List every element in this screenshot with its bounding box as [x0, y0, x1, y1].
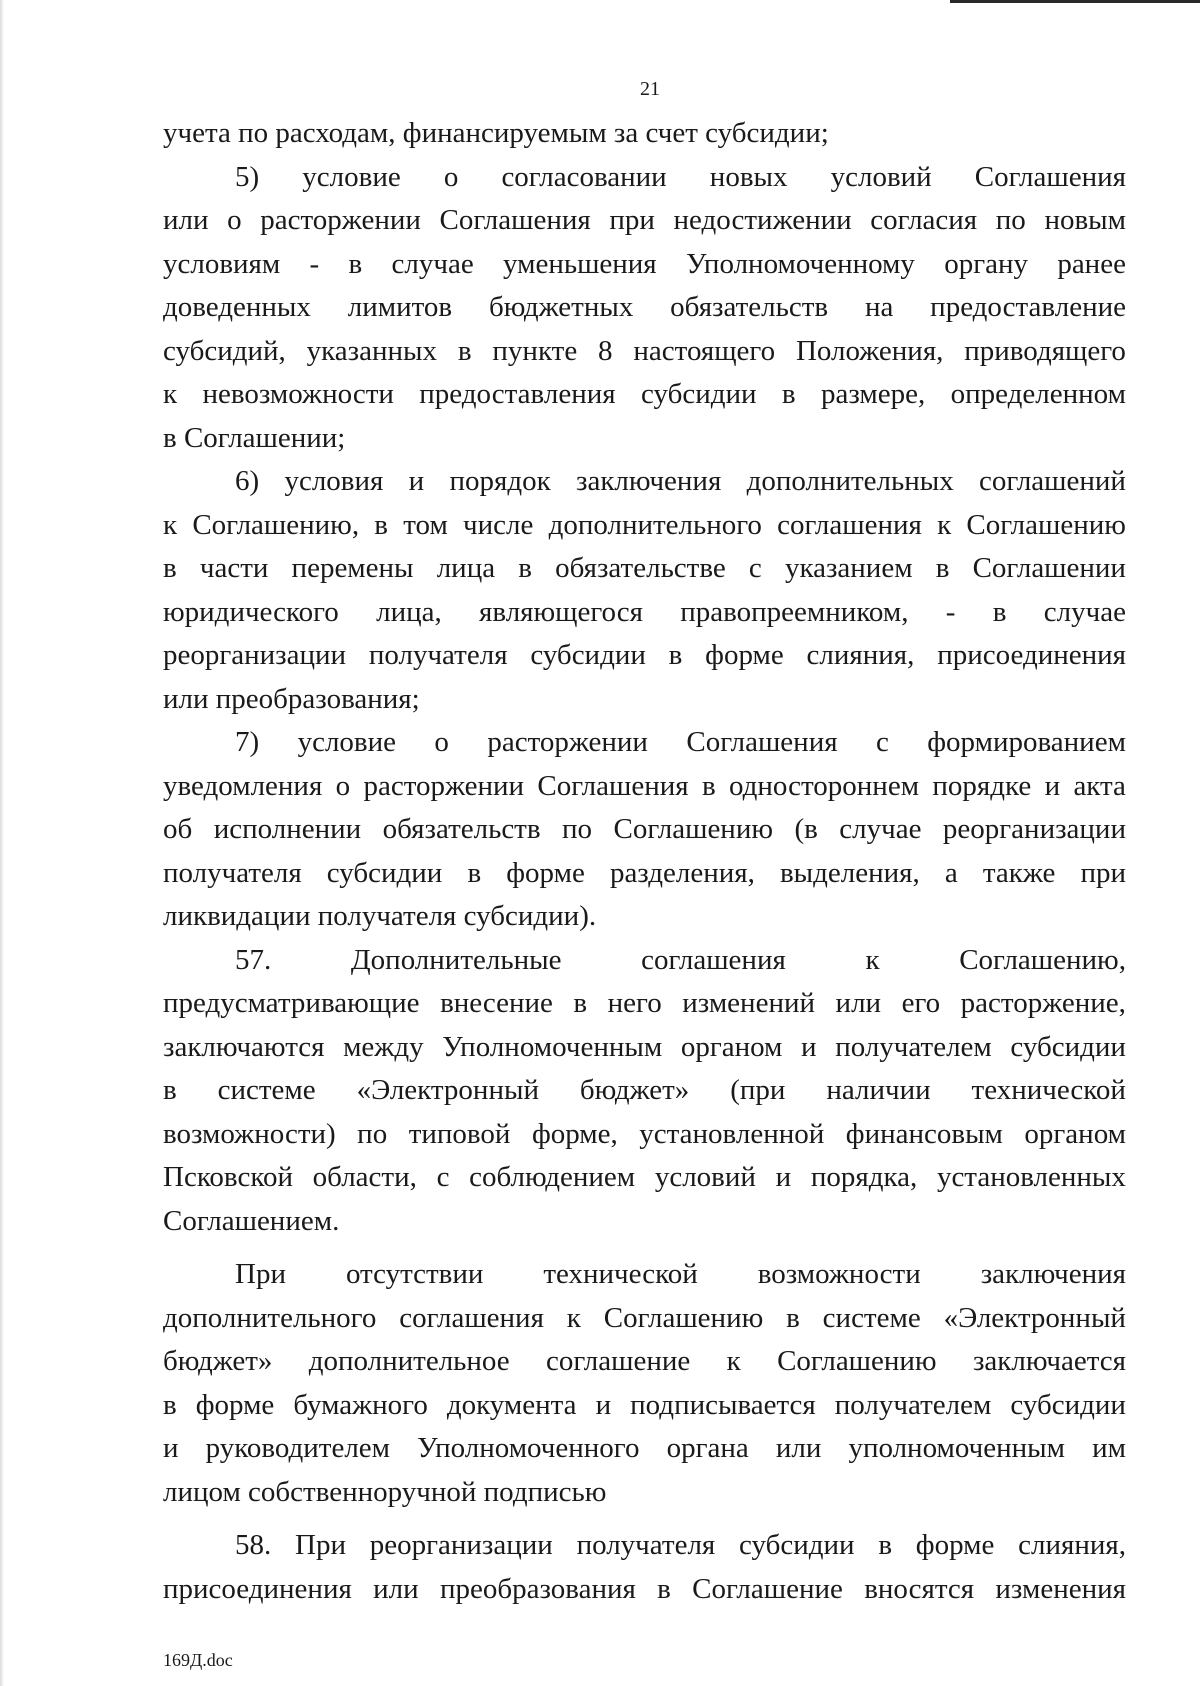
word: соглашения	[399, 1301, 544, 1334]
word: системе	[822, 1301, 921, 1334]
word: Соглашения	[439, 204, 591, 236]
word: в	[348, 247, 363, 280]
word: в	[518, 552, 532, 584]
text-line	[163, 1026, 1126, 1070]
word: доведенных	[163, 291, 311, 323]
word: при	[1080, 856, 1126, 889]
text-line: учета по расходам, финансируемым за счет субсидии;	[163, 117, 829, 149]
scan-artifact-top-line	[950, 0, 1200, 3]
word: возможности	[757, 1258, 921, 1290]
text-line	[163, 1113, 1126, 1157]
word: соглашения	[641, 943, 786, 976]
word: присоединения	[937, 639, 1126, 671]
word: субсидии	[326, 856, 443, 889]
word: в	[163, 1388, 177, 1421]
word: настоящего	[633, 334, 776, 367]
word: к	[566, 1301, 581, 1334]
word: получателем	[835, 1030, 992, 1063]
word: условие	[302, 160, 401, 193]
word: невозможности	[202, 378, 394, 410]
word: 6)	[235, 465, 260, 497]
word: руководителем	[205, 1432, 391, 1464]
word: присоединения	[163, 1572, 352, 1605]
word: согласовании	[501, 160, 667, 193]
word: том	[403, 508, 448, 541]
word: одностороннем	[728, 769, 920, 802]
word: Дополнительные	[350, 943, 562, 976]
text-line	[163, 1427, 1126, 1471]
file-name-footer: 169Д.doc	[163, 1650, 233, 1670]
word: в	[573, 987, 588, 1019]
word: предусматривающие	[163, 987, 420, 1019]
word: органом	[1024, 1117, 1126, 1150]
word: об	[163, 813, 193, 845]
word: (в	[794, 813, 818, 845]
word: 7)	[235, 726, 260, 758]
word: документа	[446, 1388, 577, 1421]
page-number: 21	[640, 78, 660, 100]
word: уведомления	[163, 769, 323, 802]
word: изменений	[682, 987, 816, 1019]
word: форме	[915, 1529, 995, 1561]
word: Соглашению,	[959, 943, 1126, 976]
word: При	[235, 1258, 286, 1290]
text-line	[163, 1568, 1126, 1612]
word: дополнительного	[548, 508, 762, 541]
word: также	[982, 856, 1056, 889]
word: бумажного	[293, 1388, 428, 1421]
text-line	[163, 1340, 1126, 1384]
word: органу	[944, 247, 1029, 280]
word: субсидии	[739, 1529, 855, 1561]
word: изменения	[995, 1572, 1126, 1605]
word: расторжении	[487, 726, 648, 758]
word: случае	[391, 247, 474, 280]
word: или	[835, 987, 882, 1019]
word: юридического	[163, 595, 339, 628]
text-line	[163, 199, 1126, 243]
word: в	[467, 856, 482, 889]
word: в	[657, 1572, 671, 1605]
text-line	[163, 1156, 1126, 1200]
word: в	[457, 334, 472, 367]
word: о	[335, 769, 351, 802]
word: возможности)	[163, 1117, 336, 1150]
word: 57.	[235, 943, 272, 976]
word: порядок	[449, 465, 551, 497]
word: указанных	[306, 334, 438, 367]
text-line	[163, 939, 1126, 983]
text-line	[163, 243, 1126, 287]
word: порядка,	[810, 1161, 918, 1193]
word: расторжении	[363, 769, 525, 802]
word: о	[443, 160, 459, 193]
word: условия	[284, 465, 384, 497]
word: получателем	[834, 1388, 992, 1421]
word: реорганизации	[163, 639, 347, 671]
word: «Электронный	[356, 1074, 539, 1106]
word: лица	[436, 552, 496, 584]
word: области,	[312, 1161, 417, 1193]
word: с	[748, 552, 762, 584]
word: условиям	[163, 247, 281, 280]
word: к	[937, 508, 952, 541]
word: соглашений	[979, 465, 1126, 497]
word: форме	[506, 856, 585, 889]
word: заключается	[972, 1345, 1126, 1377]
text-line	[163, 591, 1126, 635]
word: к	[865, 943, 880, 976]
word: в	[878, 1529, 893, 1561]
word: и	[1044, 769, 1061, 802]
text-line	[163, 721, 1126, 765]
word: Положения,	[795, 334, 944, 367]
word: Соглашению,	[192, 508, 360, 541]
word: лица,	[376, 595, 442, 628]
word: заключения	[576, 465, 722, 497]
word: субсидии	[1010, 1388, 1126, 1421]
word: бюджетных	[488, 291, 634, 323]
word: акта	[1073, 769, 1126, 802]
word: (при	[730, 1074, 786, 1106]
word: наличии	[826, 1074, 931, 1106]
text-line: Соглашением.	[163, 1204, 340, 1237]
word: условие	[297, 726, 397, 758]
text-line: лицом собственноручной подписью	[163, 1475, 607, 1508]
word: и	[163, 1432, 179, 1464]
word: предоставления	[419, 378, 616, 410]
word: реорганизации	[942, 813, 1126, 845]
word: уменьшения	[502, 247, 657, 280]
word: Соглашения	[686, 726, 838, 758]
word: и	[595, 1388, 612, 1421]
word: лимитов	[347, 291, 453, 323]
word: Соглашению	[777, 1345, 937, 1377]
word: бюджет»	[163, 1345, 273, 1377]
word: к	[163, 508, 178, 541]
word: обязательств	[670, 291, 829, 323]
text-line	[163, 1297, 1126, 1341]
word: -	[945, 595, 956, 628]
word: или	[163, 204, 209, 236]
word: -	[309, 247, 320, 280]
word: 58.	[235, 1529, 272, 1561]
word: в	[701, 769, 716, 802]
paragraph-gap	[163, 1514, 1126, 1524]
text-line	[163, 460, 1126, 504]
word: перемены	[291, 552, 414, 584]
word: получателя	[576, 1529, 716, 1561]
word: ранее	[1057, 247, 1126, 280]
word: к	[163, 378, 178, 410]
word: технической	[971, 1074, 1126, 1106]
word: его	[901, 987, 941, 1019]
word: финансовым	[845, 1117, 1003, 1150]
word: по	[995, 204, 1026, 236]
word: субсидий,	[163, 334, 286, 367]
word: Уполномоченного	[417, 1432, 640, 1464]
word: в	[935, 552, 950, 584]
word: правопреемником,	[680, 595, 909, 628]
text-line	[163, 547, 1126, 591]
text-line	[163, 852, 1126, 896]
word: отсутствии	[345, 1258, 484, 1290]
word: в	[668, 639, 683, 671]
text-line	[163, 373, 1126, 417]
word: Соглашению	[603, 1301, 764, 1334]
word: заключения	[980, 1258, 1126, 1290]
word: системе	[217, 1074, 316, 1106]
word: о	[227, 204, 242, 236]
word: 5)	[235, 160, 260, 193]
word: установленной	[639, 1117, 825, 1150]
word: установленных	[936, 1161, 1126, 1193]
text-line	[163, 1384, 1126, 1428]
word: «Электронный	[943, 1301, 1126, 1334]
word: в	[781, 378, 796, 410]
word: согласия	[870, 204, 978, 236]
word: При	[295, 1529, 346, 1561]
text-line	[163, 330, 1126, 374]
word: технической	[543, 1258, 698, 1290]
word: вносятся	[864, 1572, 975, 1605]
text-line	[163, 634, 1126, 678]
word: исполнении	[213, 813, 362, 845]
scan-artifact-left-edge	[0, 0, 4, 1686]
word: числе	[463, 508, 534, 541]
word: условий	[830, 160, 932, 193]
word: дополнительного	[163, 1301, 377, 1334]
word: Соглашению	[966, 508, 1126, 541]
word: обязательств	[382, 813, 541, 845]
word: слияния,	[1018, 1529, 1126, 1561]
word: приводящего	[964, 334, 1126, 367]
word: Соглашению	[613, 813, 774, 845]
word: с	[436, 1161, 450, 1193]
word: Соглашения	[974, 160, 1126, 193]
word: Соглашении	[972, 552, 1126, 584]
word: соглашения	[777, 508, 922, 541]
word: уполномоченным	[848, 1432, 1065, 1464]
word: субсидии	[1010, 1030, 1126, 1063]
word: недостижении	[673, 204, 852, 236]
word: Псковской	[163, 1161, 293, 1193]
word: при	[609, 204, 655, 236]
word: дополнительных	[746, 465, 954, 497]
text-line	[163, 765, 1126, 809]
word: соглашение	[546, 1345, 691, 1377]
text-line	[163, 1069, 1126, 1113]
word: указанием	[784, 552, 913, 584]
text-line	[163, 504, 1126, 548]
word: внесение	[440, 987, 553, 1019]
word: и	[408, 465, 425, 497]
word: него	[607, 987, 662, 1019]
word: типовой	[408, 1117, 511, 1150]
word: слияния,	[806, 639, 915, 671]
word: в	[992, 595, 1007, 628]
word: обязательстве	[555, 552, 726, 584]
word: части	[199, 552, 269, 584]
text-line	[163, 156, 1126, 200]
word: Соглашения	[537, 769, 689, 802]
word: к	[726, 1345, 741, 1377]
word: или	[775, 1432, 822, 1464]
word: пункте	[492, 334, 578, 367]
word: формированием	[927, 726, 1126, 758]
text-line	[163, 982, 1126, 1026]
word: форме	[195, 1388, 275, 1421]
word: предоставление	[930, 291, 1126, 323]
word: случае	[839, 813, 922, 845]
word: бюджет»	[579, 1074, 690, 1106]
word: выделения,	[779, 856, 920, 889]
word: подписывается	[630, 1388, 816, 1421]
word: им	[1092, 1432, 1126, 1464]
word: порядке	[932, 769, 1032, 802]
word: дополнительное	[308, 1345, 510, 1377]
word: разделения,	[609, 856, 755, 889]
word: получателя	[163, 856, 302, 889]
word: являющегося	[479, 595, 643, 628]
word: получателя	[368, 639, 508, 671]
word: в	[163, 1074, 177, 1106]
text-line: ликвидации получателя субсидии).	[163, 900, 597, 932]
word: новым	[1044, 204, 1126, 236]
word: по	[357, 1117, 388, 1150]
word: органом	[680, 1030, 783, 1063]
word: Уполномоченным	[442, 1030, 663, 1063]
word: или	[373, 1572, 419, 1605]
word: на	[864, 291, 894, 323]
word: форме	[705, 639, 784, 671]
word: с	[875, 726, 889, 758]
word: по	[562, 813, 593, 845]
word: о	[434, 726, 449, 758]
text-line	[163, 286, 1126, 330]
word: соблюдением	[469, 1161, 636, 1193]
word: реорганизации	[369, 1529, 553, 1561]
word: 8	[598, 334, 613, 367]
word: размере,	[821, 378, 926, 410]
word: расторжении	[260, 204, 421, 236]
paragraph-gap	[163, 1243, 1126, 1253]
word: органа	[666, 1432, 749, 1464]
word: субсидии	[530, 639, 646, 671]
word: а	[944, 856, 958, 889]
word: новых	[709, 160, 788, 193]
word: Соглашение	[692, 1572, 843, 1605]
word: в	[163, 552, 177, 584]
word: между	[343, 1030, 424, 1063]
text-line	[163, 1524, 1126, 1568]
text-line: или преобразования;	[163, 682, 420, 715]
word: субсидии	[640, 378, 757, 410]
text-line	[163, 808, 1126, 852]
word: преобразования	[439, 1572, 636, 1605]
word: в	[786, 1301, 800, 1334]
word: расторжение,	[960, 987, 1126, 1019]
word: форме,	[531, 1117, 618, 1150]
word: в	[374, 508, 388, 541]
document-body	[163, 112, 1126, 1611]
word: определенном	[950, 378, 1126, 410]
word: и	[801, 1030, 817, 1063]
text-line: в Соглашении;	[163, 421, 346, 454]
word: Уполномоченному	[685, 247, 915, 280]
text-line	[163, 1253, 1126, 1297]
word: и	[775, 1161, 792, 1193]
word: заключаются	[163, 1030, 325, 1063]
word: случае	[1043, 595, 1126, 628]
word: условий	[654, 1161, 756, 1193]
